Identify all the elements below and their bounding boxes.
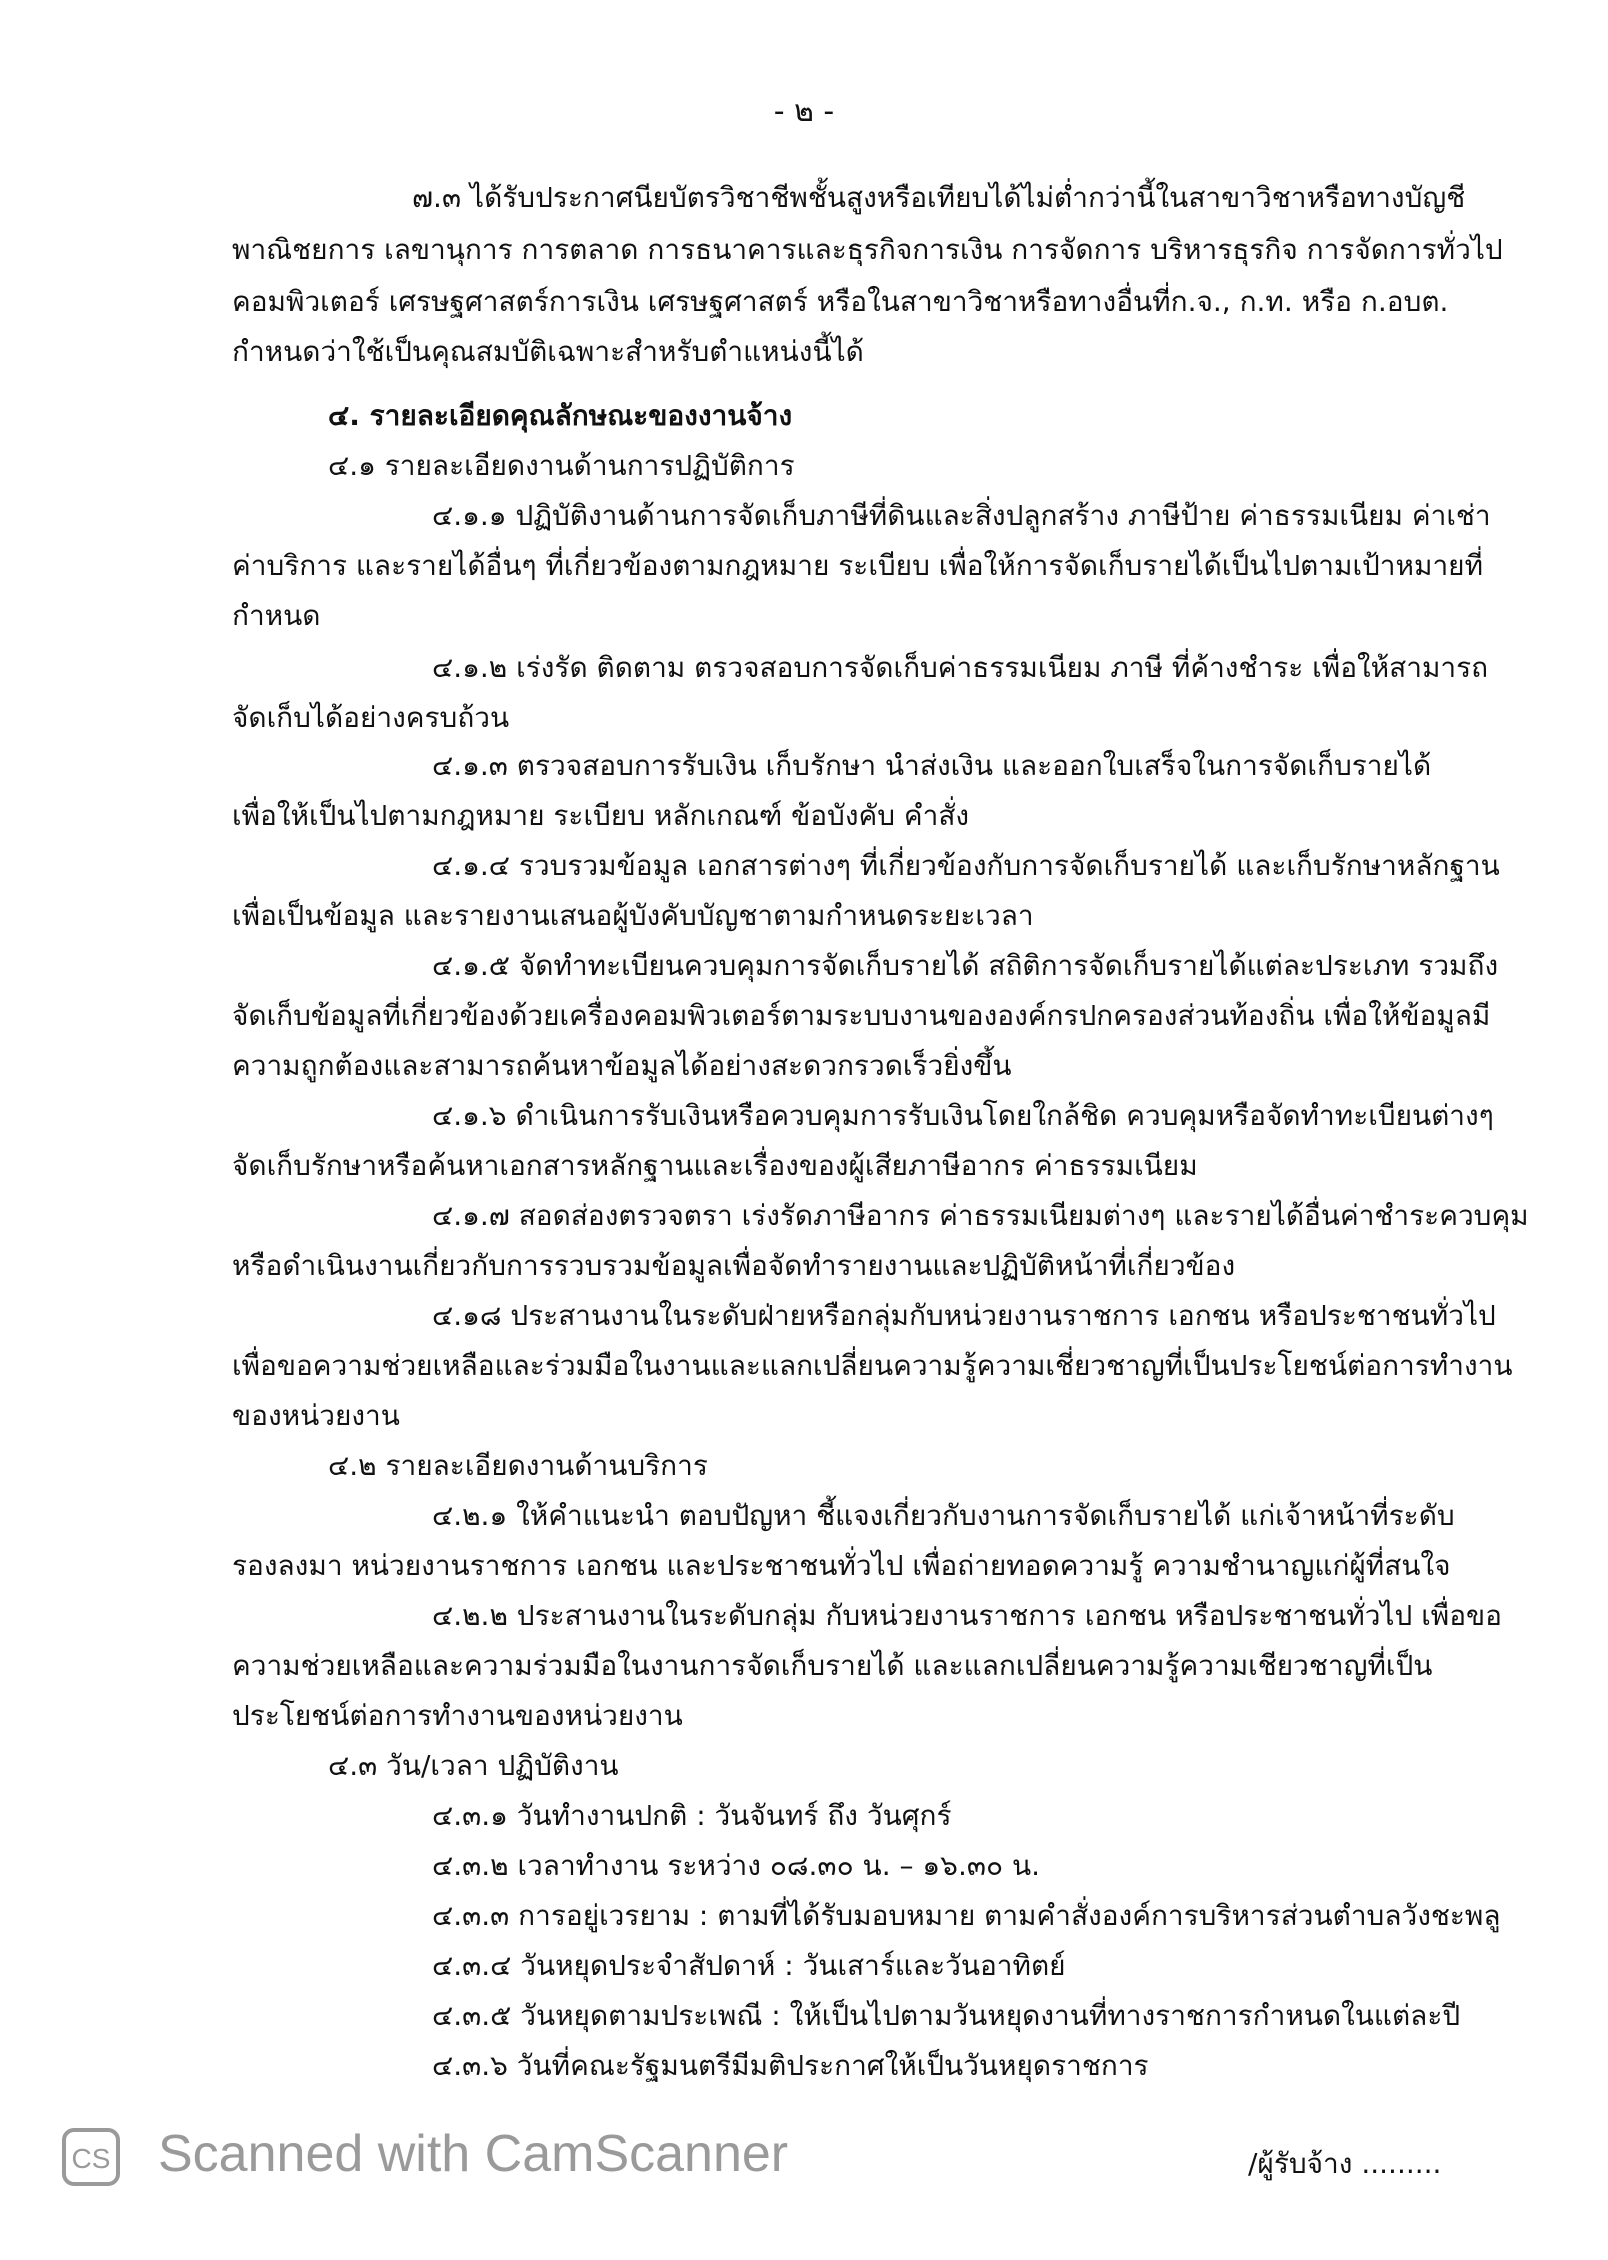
- text-line: ๔.๑.๗ สอดส่องตรวจตรา เร่งรัดภาษีอากร ค่าธรรมเนียมต่างๆ และรายได้อื่นค่าชำระควบคุม: [432, 1199, 1529, 1232]
- continuation-text: /ผู้รับจ้าง .........: [1248, 2147, 1442, 2180]
- text-line: ๔.๓.๓ การอยู่เวรยาม : ตามที่ได้รับมอบหมาย ตามคำสั่งองค์การบริหารส่วนตำบลวังชะพลู: [432, 1899, 1501, 1932]
- text-line: รองลงมา หน่วยงานราชการ เอกชน และประชาชนทั่วไป เพื่อถ่ายทอดความรู้ ความชำนาญแก่ผู้ที่สนใจ: [232, 1549, 1451, 1582]
- text-line: คอมพิวเตอร์ เศรษฐศาสตร์การเงิน เศรษฐศาสตร์ หรือในสาขาวิชาหรือทางอื่นที่ก.จ., ก.ท. หรือ ก.อบต.: [232, 285, 1449, 318]
- subsection-heading: ๔.๑ รายละเอียดงานด้านการปฏิบัติการ: [328, 449, 795, 482]
- text-line: ๔.๓.๔ วันหยุดประจำสัปดาห์ : วันเสาร์และวันอาทิตย์: [432, 1949, 1066, 1982]
- text-line: เพื่อให้เป็นไปตามกฎหมาย ระเบียบ หลักเกณฑ์ ข้อบังคับ คำสั่ง: [232, 799, 970, 832]
- text-line: พาณิชยการ เลขานุการ การตลาด การธนาคารและธุรกิจการเงิน การจัดการ บริหารธุรกิจ การจัดการทั่วไป: [232, 233, 1503, 266]
- camscanner-logo-icon: [62, 2128, 120, 2186]
- text-line: ๔.๑.๑ ปฏิบัติงานด้านการจัดเก็บภาษีที่ดินและสิ่งปลูกสร้าง ภาษีป้าย ค่าธรรมเนียม ค่าเช่า: [432, 499, 1491, 532]
- text-line: ๔.๓.๒ เวลาทำงาน ระหว่าง ๐๘.๓๐ น. – ๑๖.๓๐ น.: [432, 1849, 1041, 1882]
- text-line: ๔.๑๘ ประสานงานในระดับฝ่ายหรือกลุ่มกับหน่วยงานราชการ เอกชน หรือประชาชนทั่วไป: [432, 1299, 1496, 1332]
- text-line: ๗.๓ ได้รับประกาศนียบัตรวิชาชีพชั้นสูงหรือเทียบได้ไม่ต่ำกว่านี้ในสาขาวิชาหรือทางบัญชี: [412, 181, 1466, 214]
- text-line: จัดเก็บข้อมูลที่เกี่ยวข้องด้วยเครื่องคอมพิวเตอร์ตามระบบงานขององค์กรปกครองส่วนท้องถิ่น เพื่อให้ข้อมูลมี: [232, 999, 1491, 1032]
- text-line: ๔.๑.๖ ดำเนินการรับเงินหรือควบคุมการรับเงินโดยใกล้ชิด ควบคุมหรือจัดทำทะเบียนต่างๆ: [432, 1099, 1494, 1132]
- text-line: ของหน่วยงาน: [232, 1399, 400, 1432]
- text-line: ๔.๓.๖ วันที่คณะรัฐมนตรีมีมติประกาศให้เป็นวันหยุดราชการ: [432, 2049, 1149, 2082]
- text-line: ๔.๑.๔ รวบรวมข้อมูล เอกสารต่างๆ ที่เกี่ยวข้องกับการจัดเก็บรายได้ และเก็บรักษาหลักฐาน: [432, 849, 1500, 882]
- text-line: ความช่วยเหลือและความร่วมมือในงานการจัดเก็บรายได้ และแลกเปลี่ยนความรู้ความเชียวชาญที่เป็น: [232, 1649, 1433, 1682]
- text-line: จัดเก็บรักษาหรือค้นหาเอกสารหลักฐานและเรื่องของผู้เสียภาษีอากร ค่าธรรมเนียม: [232, 1149, 1198, 1182]
- text-line: จัดเก็บได้อย่างครบถ้วน: [232, 701, 510, 734]
- text-line: หรือดำเนินงานเกี่ยวกับการรวบรวมข้อมูลเพื่อจัดทำรายงานและปฏิบัติหน้าที่เกี่ยวข้อง: [232, 1249, 1236, 1282]
- camscanner-logo-text: CS: [71, 2143, 111, 2174]
- text-line: ประโยชน์ต่อการทำงานของหน่วยงาน: [232, 1699, 683, 1732]
- text-line: เพื่อขอความช่วยเหลือและร่วมมือในงานและแลกเปลี่ยนความรู้ความเชี่ยวชาญที่เป็นประโยชน์ต่อการทำงาน: [232, 1349, 1513, 1382]
- text-line: ความถูกต้องและสามารถค้นหาข้อมูลได้อย่างสะดวกรวดเร็วยิ่งขึ้น: [232, 1049, 1012, 1082]
- text-line: กำหนดว่าใช้เป็นคุณสมบัติเฉพาะสำหรับตำแหน่งนี้ได้: [232, 335, 864, 368]
- text-line: ๔.๑.๒ เร่งรัด ติดตาม ตรวจสอบการจัดเก็บค่าธรรมเนียม ภาษี ที่ค้างชำระ เพื่อให้สามารถ: [432, 651, 1489, 684]
- text-line: กำหนด: [232, 599, 321, 632]
- text-line: ๔.๑.๕ จัดทำทะเบียนควบคุมการจัดเก็บรายได้ สถิติการจัดเก็บรายได้แต่ละประเภท รวมถึง: [432, 949, 1499, 982]
- text-line: เพื่อเป็นข้อมูล และรายงานเสนอผู้บังคับบัญชาตามกำหนดระยะเวลา: [232, 899, 1034, 932]
- page-number: - ๒ -: [773, 94, 835, 129]
- text-line: ๔.๓.๑ วันทำงานปกติ : วันจันทร์ ถึง วันศุกร์: [432, 1799, 952, 1832]
- subsection-heading: ๔.๒ รายละเอียดงานด้านบริการ: [328, 1449, 708, 1482]
- text-line: ๔.๑.๓ ตรวจสอบการรับเงิน เก็บรักษา นำส่งเงิน และออกใบเสร็จในการจัดเก็บรายได้: [432, 749, 1432, 782]
- text-line: ๔.๒.๑ ให้คำแนะนำ ตอบปัญหา ชี้แจงเกี่ยวกับงานการจัดเก็บรายได้ แก่เจ้าหน้าที่ระดับ: [432, 1499, 1455, 1532]
- subsection-heading: ๔.๓ วัน/เวลา ปฏิบัติงาน: [328, 1749, 619, 1782]
- section-heading: ๔. รายละเอียดคุณลักษณะของงานจ้าง: [328, 399, 793, 432]
- scanner-watermark: Scanned with CamScanner: [158, 2125, 789, 2183]
- text-line: ๔.๒.๒ ประสานงานในระดับกลุ่ม กับหน่วยงานราชการ เอกชน หรือประชาชนทั่วไป เพื่อขอ: [432, 1599, 1502, 1632]
- text-line: ๔.๓.๕ วันหยุดตามประเพณี : ให้เป็นไปตามวันหยุดงานที่ทางราชการกำหนดในแต่ละปี: [432, 1999, 1461, 2032]
- text-line: ค่าบริการ และรายได้อื่นๆ ที่เกี่ยวข้องตามกฎหมาย ระเบียบ เพื่อให้การจัดเก็บรายได้เป็นไปตามเป้าหมายที่: [232, 549, 1484, 582]
